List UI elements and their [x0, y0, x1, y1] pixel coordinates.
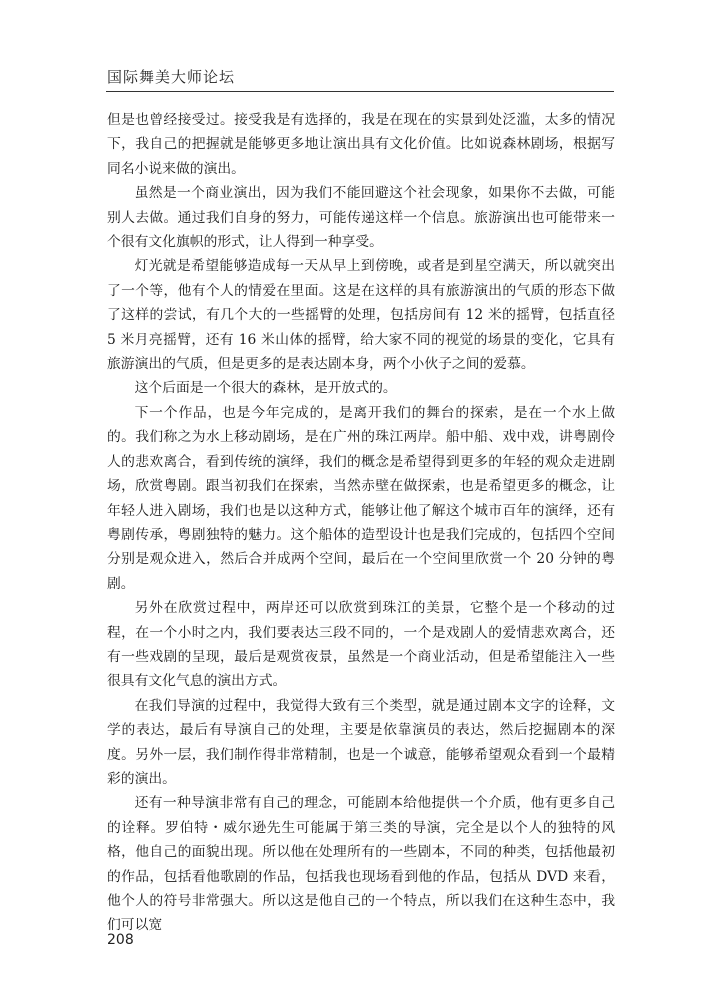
page-number: 208 [107, 932, 134, 948]
running-header-title: 国际舞美大师论坛 [107, 68, 236, 86]
paragraph-7: 在我们导演的过程中，我觉得大致有三个类型，就是通过剧本文字的诠释，文学的表达，最后有导演自己的处理，主要是依靠演员的表达，然后挖掘剧本的深度。另外一层，我们制作得非常精制，也是一个诚意，能够希望观众看到一个最精彩的演出。 [107, 697, 615, 787]
paragraph-2: 虽然是一个商业演出，因为我们不能回避这个社会现象，如果你不去做，可能别人去做。通过我们自身的努力，可能传递这样一个信息。旅游演出也可能带来一个很有文化旗帜的形式，让人得到一种享受。 [107, 185, 615, 251]
paragraph-3: 灯光就是希望能够造成每一天从早上到傍晚，或者是到星空满天，所以就突出了一个等，他有个人的情爱在里面。这是在这样的具有旅游演出的气质的形态下做了这样的尝试，有几个大的一些摇臂的处理，包括房间有 12 米的摇臂，包括直径 5 米月亮摇臂，还有 16 米山体的摇臂，给大家不同的视觉的场景的变化，它具有旅游演出的气质，但是更多的是表达剧本身，两个小伙子之间的爱慕。 [107, 258, 615, 373]
body-text [107, 108, 615, 938]
paragraph-4: 这个后面是一个很大的森林，是开放式的。 [134, 380, 397, 397]
paragraph-8: 还有一种导演非常有自己的理念，可能剧本给他提供一个介质，他有更多自己的诠释。罗伯特・威尔逊先生可能属于第三类的导演，完全是以个人的独特的风格，他自己的面貌出现。所以他在处理所有的一些剧本，不同的种类，包括他最初的作品，包括看他歌剧的作品，包括我也现场看到他的作品，包括从 DVD 来看，他个人的符号非常强大。所以这是他自己的一个特点，所以我们在这种生态中，我们可以宽 [107, 795, 615, 934]
paragraph-5: 下一个作品，也是今年完成的，是离开我们的舞台的探索，是在一个水上做的。我们称之为水上移动剧场，是在广州的珠江两岸。船中船、戏中戏，讲粤剧伶人的悲欢离合，看到传统的演绎，我们的概念是希望得到更多的年轻的观众走进剧场，欣赏粤剧。跟当初我们在探索，当然赤壁在做探索，也是希望更多的概念，让年轻人进入剧场，我们也是以这种方式，能够让他了解这个城市百年的演绎，还有粤剧传承，粤剧独特的魅力。这个船体的造型设计也是我们完成的，包括四个空间分别是观众进入，然后合并成两个空间，最后在一个空间里欣赏一个 20 分钟的粤剧。 [107, 404, 615, 592]
paragraph-6: 另外在欣赏过程中，两岸还可以欣赏到珠江的美景，它整个是一个移动的过程，在一个小时之内，我们要表达三段不同的，一个是戏剧人的爱情悲欢离合，还有一些戏剧的呈现，最后是观赏夜景，虽然是一个商业活动，但是希望能注入一些很具有文化气息的演出方式。 [107, 600, 615, 690]
header-rule [106, 91, 614, 92]
paragraph-1: 但是也曾经接受过。接受我是有选择的，我是在现在的实景到处泛滥，太多的情况下，我自己的把握就是能够更多地让演出具有文化价值。比如说森林剧场，根据写同名小说来做的演出。 [107, 112, 615, 177]
